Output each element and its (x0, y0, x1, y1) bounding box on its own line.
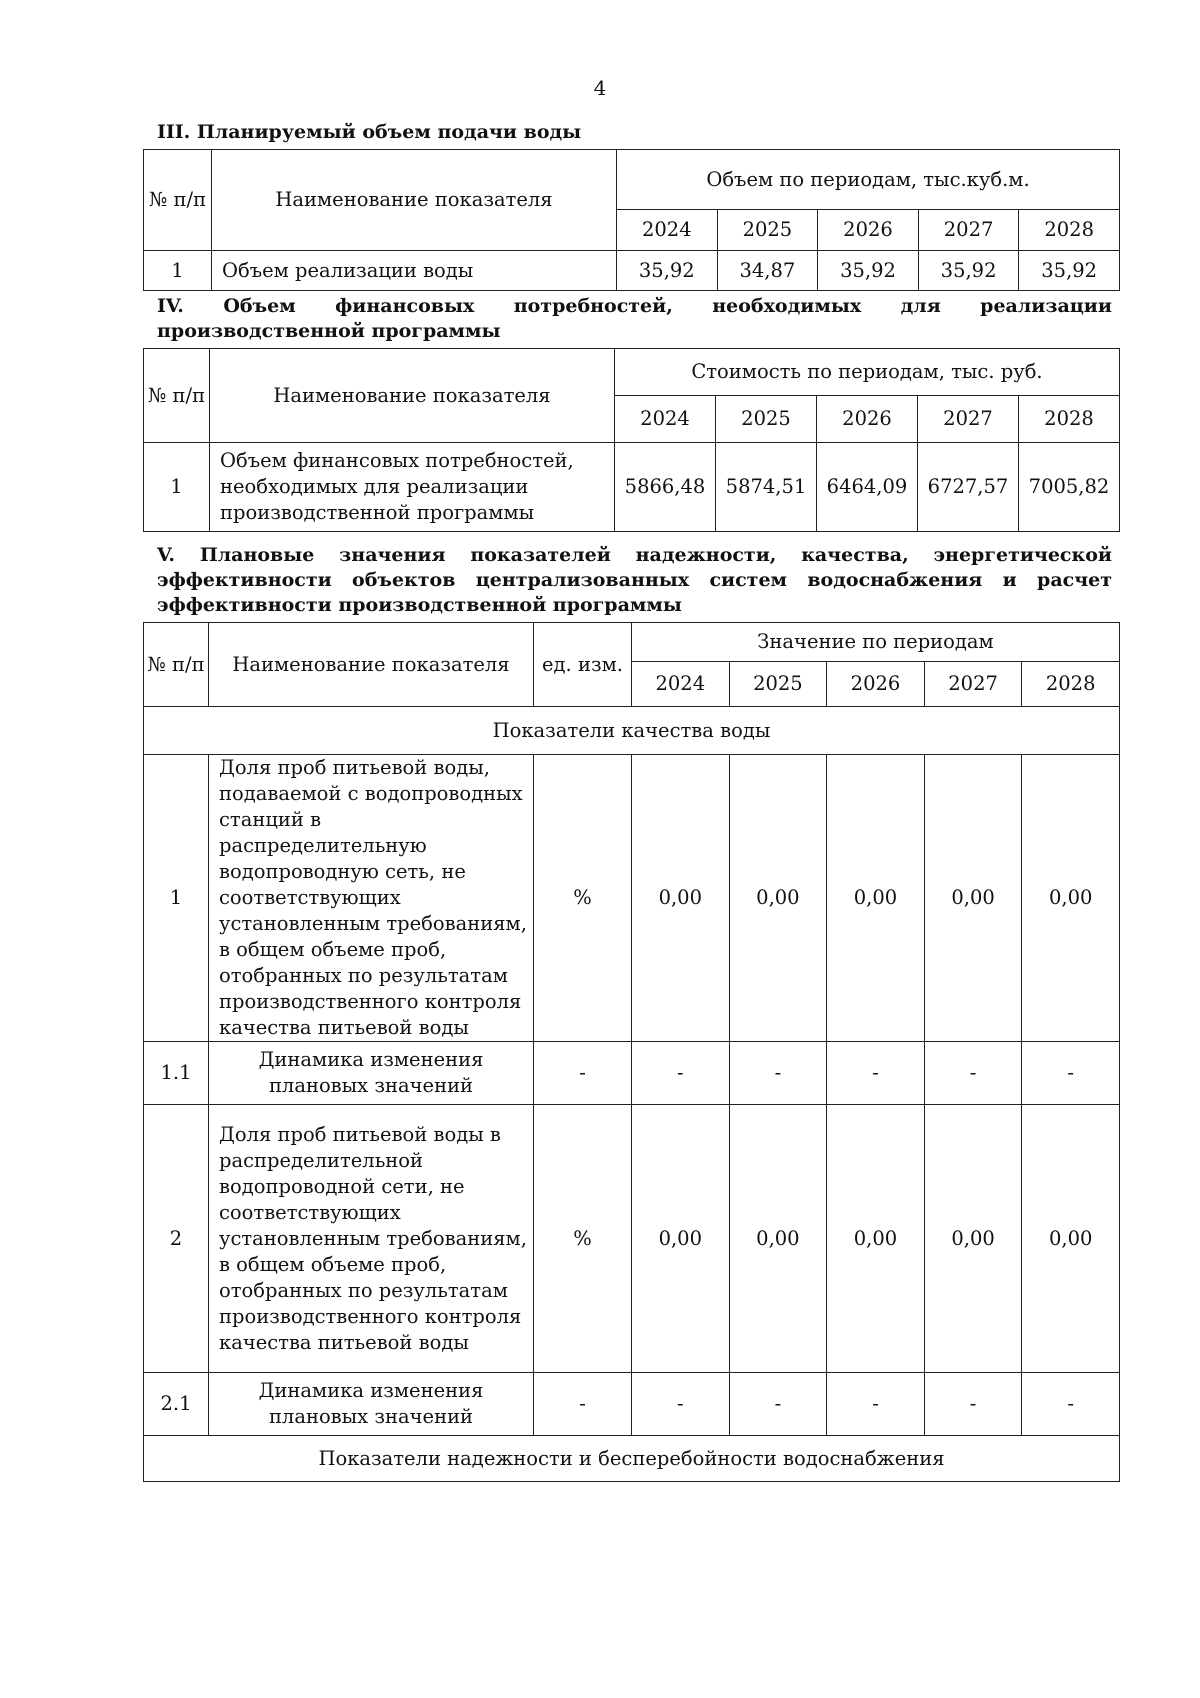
table-row (144, 1042, 1120, 1105)
row-value: 34,87 (717, 251, 818, 291)
table-row (144, 1373, 1120, 1436)
row-number: 2.1 (144, 1373, 209, 1436)
row-value: 6727,57 (918, 443, 1019, 532)
row-value: - (1022, 1042, 1120, 1105)
row-value: 7005,82 (1019, 443, 1120, 532)
row-value: 35,92 (818, 251, 919, 291)
row-value: 6464,09 (817, 443, 918, 532)
row-name: Доля проб питьевой воды, подаваемой с водопроводных станций в распределительную водопроводную сеть, не соответствующих установленным требованиям, в общем объеме проб, отобранных по результатам производственного контроля качества питьевой воды (209, 755, 534, 1042)
row-value: 5866,48 (615, 443, 716, 532)
row-value: 35,92 (918, 251, 1019, 291)
row-number: 2 (144, 1105, 209, 1373)
row-value: - (827, 1373, 925, 1436)
row-unit: - (534, 1042, 632, 1105)
year-header: 2028 (1019, 210, 1120, 251)
year-header: 2027 (918, 210, 1019, 251)
row-number: 1 (144, 443, 210, 532)
row-value: 0,00 (827, 755, 925, 1042)
row-name: Доля проб питьевой воды в распределительной водопроводной сети, не соответствующих установленным требованиям, в общем объеме проб, отобранных по результатам производственного контроля качества питьевой воды (209, 1105, 534, 1373)
row-value: 0,00 (729, 1105, 827, 1373)
page-number: 4 (593, 76, 607, 100)
row-value: - (924, 1042, 1022, 1105)
year-header: 2026 (818, 210, 919, 251)
col-name-header: Наименование показателя (210, 349, 615, 443)
year-header: 2024 (632, 662, 730, 707)
row-value: 35,92 (1019, 251, 1120, 291)
row-value: - (924, 1373, 1022, 1436)
year-header: 2025 (716, 396, 817, 443)
row-value: - (729, 1042, 827, 1105)
col-name-header: Наименование показателя (209, 623, 534, 707)
row-value: - (632, 1042, 730, 1105)
row-value: - (827, 1042, 925, 1105)
group-header: Показатели надежности и бесперебойности водоснабжения (144, 1436, 1120, 1482)
row-name: Динамика изменения плановых значений (209, 1042, 534, 1105)
row-value: 0,00 (1022, 755, 1120, 1042)
col-period-header: Значение по периодам (632, 623, 1120, 662)
row-value: - (632, 1373, 730, 1436)
row-unit: - (534, 1373, 632, 1436)
section-4-title: IV. Объем финансовых потребностей, необходимых для реализации производственной программы (157, 295, 1112, 342)
water-supply-table (143, 149, 1120, 291)
indicators-table (143, 622, 1120, 1482)
section-3-title: III. Планируемый объем подачи воды (157, 121, 582, 143)
col-unit-header: ед. изм. (534, 623, 632, 707)
row-value: 35,92 (617, 251, 718, 291)
year-header: 2026 (827, 662, 925, 707)
year-header: 2024 (615, 396, 716, 443)
row-value: 0,00 (924, 1105, 1022, 1373)
row-value: 0,00 (827, 1105, 925, 1373)
row-value: 0,00 (632, 755, 730, 1042)
row-value: 5874,51 (716, 443, 817, 532)
year-header: 2024 (617, 210, 718, 251)
row-name: Объем финансовых потребностей, необходимых для реализации производственной программы (210, 443, 615, 532)
row-name: Объем реализации воды (212, 251, 617, 291)
col-period-header: Объем по периодам, тыс.куб.м. (617, 150, 1120, 210)
col-num-header: № п/п (144, 623, 209, 707)
col-num-header: № п/п (144, 150, 212, 251)
table-row (144, 443, 1120, 532)
year-header: 2028 (1019, 396, 1120, 443)
group-header: Показатели качества воды (144, 707, 1120, 755)
row-value: 0,00 (924, 755, 1022, 1042)
table-row (144, 1105, 1120, 1373)
year-header: 2027 (924, 662, 1022, 707)
year-header: 2028 (1022, 662, 1120, 707)
row-value: 0,00 (729, 755, 827, 1042)
row-number: 1.1 (144, 1042, 209, 1105)
col-name-header: Наименование показателя (212, 150, 617, 251)
table-row (144, 251, 1120, 291)
col-period-header: Стоимость по периодам, тыс. руб. (615, 349, 1120, 396)
year-header: 2026 (817, 396, 918, 443)
row-value: 0,00 (632, 1105, 730, 1373)
row-unit: % (534, 755, 632, 1042)
year-header: 2025 (729, 662, 827, 707)
section-5-title: V. Плановые значения показателей надежности, качества, энергетической эффективности объектов централизованных систем водоснабжения и расчет эффективности производственной программы (157, 544, 1112, 616)
year-header: 2027 (918, 396, 1019, 443)
col-num-header: № п/п (144, 349, 210, 443)
financial-needs-table (143, 348, 1120, 532)
row-number: 1 (144, 251, 212, 291)
row-unit: % (534, 1105, 632, 1373)
row-number: 1 (144, 755, 209, 1042)
year-header: 2025 (717, 210, 818, 251)
row-name: Динамика изменения плановых значений (209, 1373, 534, 1436)
row-value: - (729, 1373, 827, 1436)
row-value: - (1022, 1373, 1120, 1436)
row-value: 0,00 (1022, 1105, 1120, 1373)
table-row (144, 755, 1120, 1042)
